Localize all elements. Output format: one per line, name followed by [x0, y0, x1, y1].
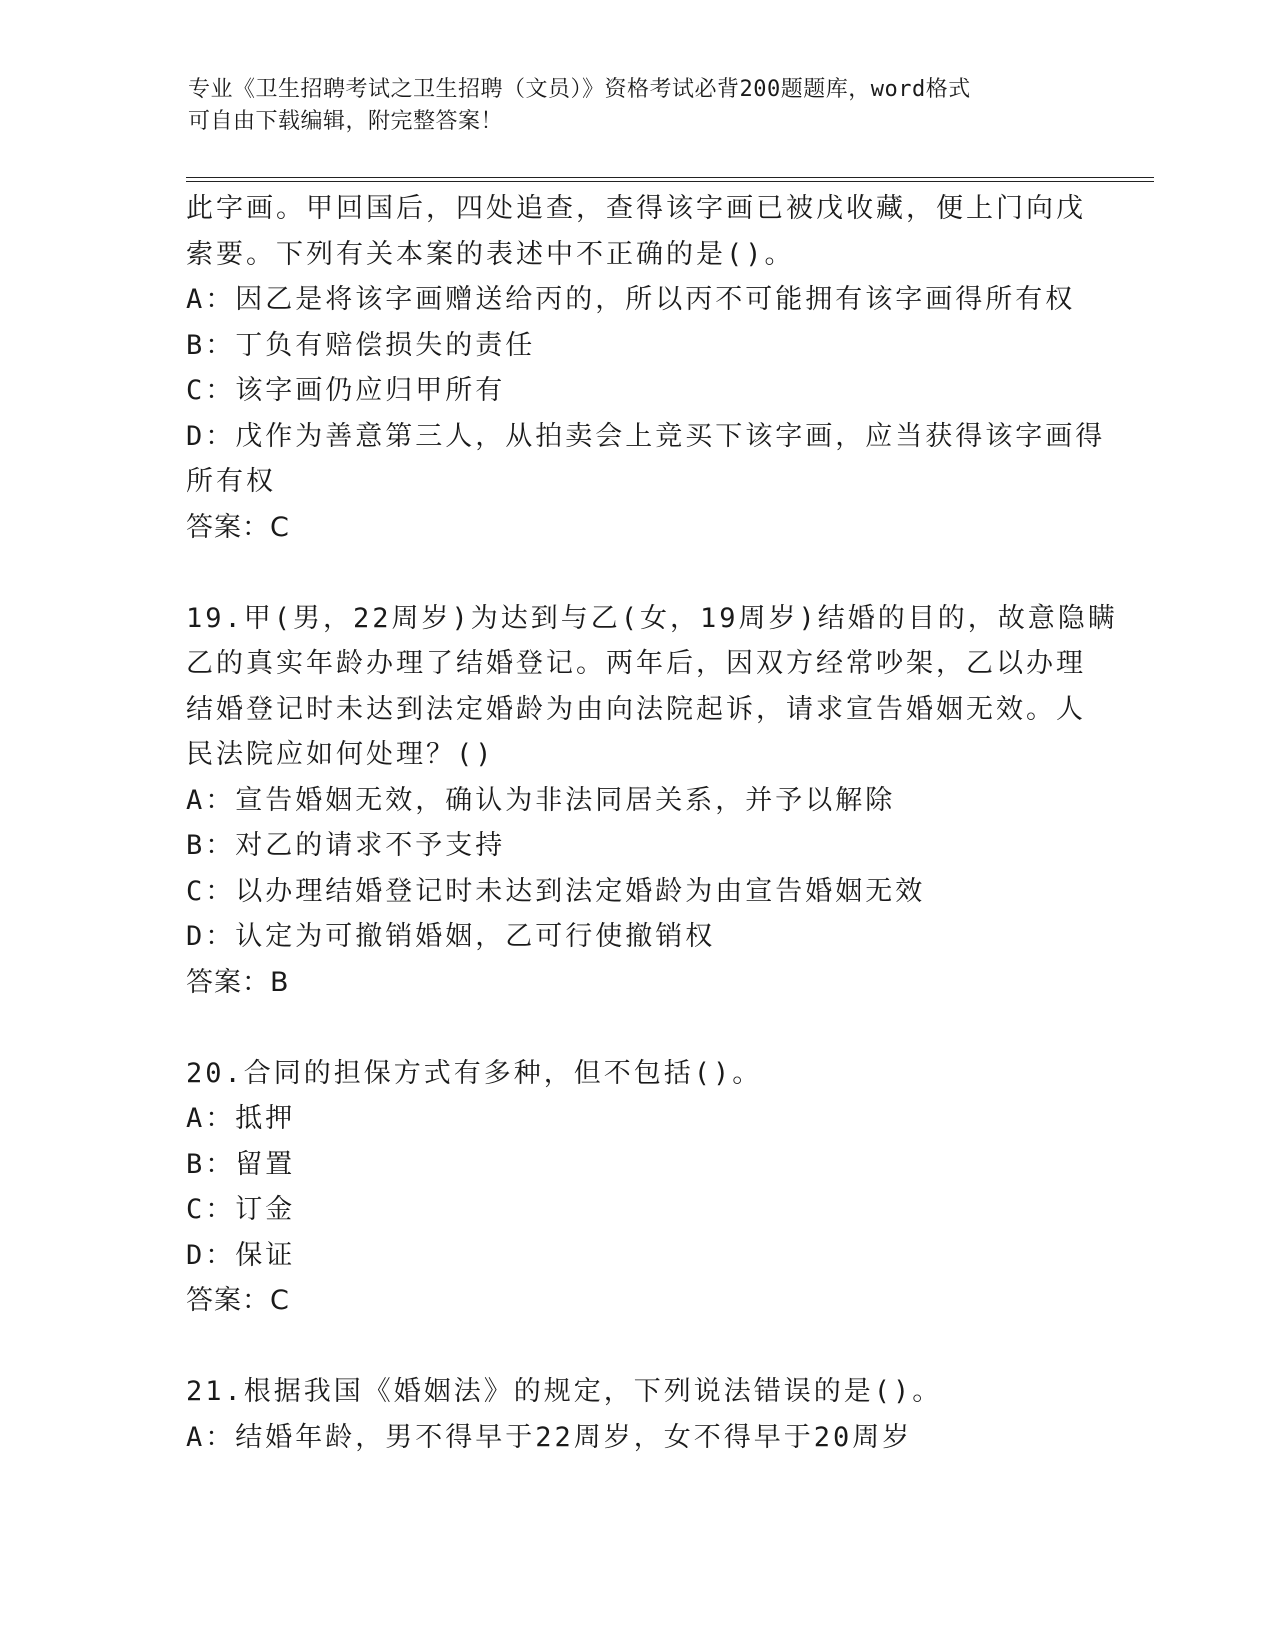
question-21: [186, 1369, 1086, 1460]
question-stem: 21.根据我国《婚姻法》的规定，下列说法错误的是()。: [186, 1376, 943, 1407]
option-d-line: D：戊作为善意第三人，从拍卖会上竞买下该字画，应当获得该字画得: [186, 420, 1106, 452]
option-a: A：结婚年龄，男不得早于22周岁，女不得早于20周岁: [186, 1421, 913, 1453]
option-c: C：该字画仍应归甲所有: [186, 375, 506, 406]
spacer: [186, 1324, 1086, 1370]
question-19: [186, 596, 1118, 1006]
spacer: [186, 550, 1086, 596]
option-c: C：订金: [186, 1194, 296, 1225]
question-20: [186, 1051, 1086, 1324]
option-c: C：以办理结婚登记时未达到法定婚龄为由宣告婚姻无效: [186, 875, 926, 907]
header-title-line-1: 专业《卫生招聘考试之卫生招聘（文员）》资格考试必背200题题库，word格式: [188, 77, 971, 102]
answer: 答案：C: [186, 1285, 290, 1316]
question-stem-line: 结婚登记时未达到法定婚龄为由向法院起诉，请求宣告婚姻无效。人: [186, 693, 1086, 725]
question-list: [186, 186, 1118, 1460]
option-b: B：留置: [186, 1148, 296, 1180]
header-divider: [186, 177, 1154, 182]
option-d: D：认定为可撤销婚姻，乙可行使撤销权: [186, 921, 716, 952]
option-d: D：保证: [186, 1239, 296, 1271]
option-b: B：对乙的请求不予支持: [186, 830, 506, 861]
spacer: [186, 1005, 1086, 1051]
option-a: A：抵押: [186, 1103, 296, 1134]
option-b: B：丁负有赔偿损失的责任: [186, 329, 536, 361]
option-a: A：因乙是将该字画赠送给丙的，所以丙不可能拥有该字画得所有权: [186, 284, 1076, 315]
question-stem-line: 民法院应如何处理？(): [186, 739, 495, 770]
answer: 答案：B: [186, 966, 290, 998]
question-stem-line: 19.甲(男，22周岁)为达到与乙(女，19周岁)结婚的目的，故意隐瞒: [186, 602, 1118, 634]
question-18: [186, 186, 1106, 550]
answer: 答案：C: [186, 511, 290, 543]
option-a: A：宣告婚姻无效，确认为非法同居关系，并予以解除: [186, 784, 896, 816]
question-stem-line: 索要。下列有关本案的表述中不正确的是()。: [186, 238, 795, 270]
option-d-line: 所有权: [186, 466, 276, 497]
question-stem: 20.合同的担保方式有多种，但不包括()。: [186, 1057, 763, 1089]
question-stem-line: 此字画。甲回国后，四处追查，查得该字画已被戊收藏，便上门向戊: [186, 193, 1086, 224]
question-stem-line: 乙的真实年龄办理了结婚登记。两年后，因双方经常吵架，乙以办理: [186, 648, 1086, 679]
header-title-line-2: 可自由下载编辑，附完整答案！: [188, 109, 504, 134]
document-header: [188, 74, 1068, 138]
